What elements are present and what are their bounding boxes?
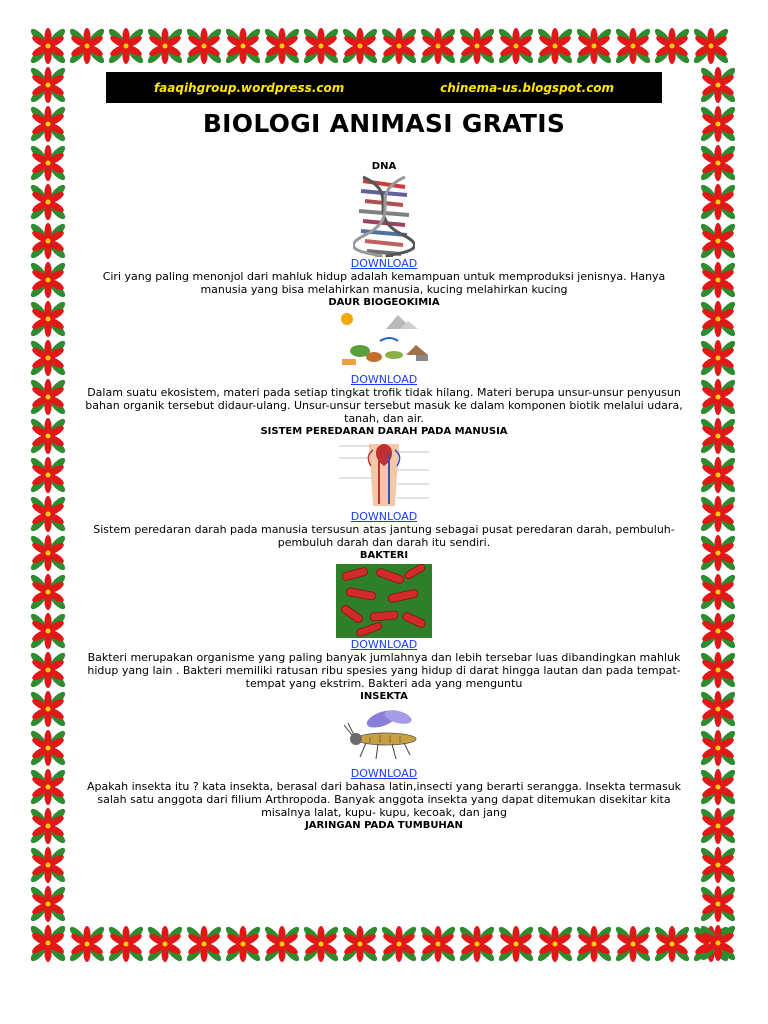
section-title: DNA: [371, 161, 397, 172]
insect-image: [336, 705, 432, 767]
poinsettia-flower-icon: [653, 27, 692, 66]
poinsettia-flower-icon: [29, 768, 68, 807]
poinsettia-flower-icon: [699, 261, 738, 300]
page-title: BIOLOGI ANIMASI GRATIS: [202, 109, 566, 138]
poinsettia-flower-icon: [29, 144, 68, 183]
poinsettia-flower-icon: [536, 925, 575, 964]
poinsettia-flower-icon: [699, 573, 738, 612]
section-title: JARINGAN PADA TUMBUHAN: [305, 820, 463, 831]
poinsettia-flower-icon: [419, 925, 458, 964]
poinsettia-flower-icon: [497, 27, 536, 66]
section-bakteri: [78, 549, 690, 690]
poinsettia-flower-icon: [699, 222, 738, 261]
poinsettia-flower-icon: [699, 807, 738, 846]
poinsettia-flower-icon: [29, 27, 68, 66]
poinsettia-flower-icon: [575, 925, 614, 964]
section-title: BAKTERI: [359, 550, 409, 561]
poinsettia-flower-icon: [29, 417, 68, 456]
poinsettia-flower-icon: [29, 534, 68, 573]
section-sistem-peredaran-darah: [78, 425, 690, 549]
circulatory-system-image: [335, 440, 433, 510]
section-description: Sistem peredaran darah pada manusia tersusun atas jantung sebagai pusat peredaran darah, pembuluh-pembuluh darah dan darah itu sendiri.: [93, 523, 675, 549]
page-content: [78, 72, 690, 832]
banner-left-site[interactable]: faaqihgroup.wordpress.com: [153, 80, 345, 95]
poinsettia-flower-icon: [224, 925, 263, 964]
poinsettia-flower-icon: [29, 456, 68, 495]
poinsettia-flower-icon: [263, 27, 302, 66]
poinsettia-flower-icon: [185, 27, 224, 66]
poinsettia-flower-icon: [29, 105, 68, 144]
poinsettia-flower-icon: [302, 925, 341, 964]
poinsettia-flower-icon: [419, 27, 458, 66]
poinsettia-flower-icon: [699, 378, 738, 417]
poinsettia-flower-icon: [575, 27, 614, 66]
section-title: INSEKTA: [360, 691, 408, 702]
poinsettia-flower-icon: [699, 885, 738, 924]
poinsettia-flower-icon: [224, 27, 263, 66]
section-jaringan-pada-tumbuhan: [78, 819, 690, 832]
poinsettia-flower-icon: [29, 300, 68, 339]
poinsettia-flower-icon: [29, 573, 68, 612]
poinsettia-flower-icon: [380, 925, 419, 964]
section-dna: [78, 160, 690, 296]
section-title: SISTEM PEREDARAN DARAH PADA MANUSIA: [260, 426, 508, 437]
poinsettia-flower-icon: [699, 768, 738, 807]
poinsettia-flower-icon: [146, 27, 185, 66]
poinsettia-flower-icon: [699, 183, 738, 222]
download-link-daur-biogeokimia[interactable]: DOWNLOAD: [350, 373, 418, 386]
poinsettia-flower-icon: [68, 925, 107, 964]
poinsettia-flower-icon: [29, 807, 68, 846]
poinsettia-flower-icon: [699, 105, 738, 144]
poinsettia-flower-icon: [699, 612, 738, 651]
section-description: Ciri yang paling menonjol dari mahluk hidup adalah kemampuan untuk memproduksi jenisnya. Hanya manusia yang bisa melahirkan manusia, kucing melahirkan kucing: [102, 270, 666, 296]
poinsettia-flower-icon: [146, 925, 185, 964]
bacteria-image: [336, 564, 432, 638]
download-link-dna[interactable]: DOWNLOAD: [350, 257, 418, 270]
poinsettia-flower-icon: [699, 729, 738, 768]
poinsettia-flower-icon: [29, 261, 68, 300]
poinsettia-flower-icon: [29, 612, 68, 651]
poinsettia-flower-icon: [692, 27, 731, 66]
poinsettia-flower-icon: [107, 925, 146, 964]
poinsettia-flower-icon: [29, 924, 68, 963]
poinsettia-flower-icon: [536, 27, 575, 66]
poinsettia-flower-icon: [614, 925, 653, 964]
poinsettia-flower-icon: [29, 651, 68, 690]
section-description: Apakah insekta itu ? kata insekta, berasal dari bahasa latin,insecti yang berarti serangga. Insekta termasuk salah satu anggota dari filium Arthropoda. Banyak anggota insekta yang dapat ditemukan disekitar kita misalnya lalat, kupu- kupu, kecoak, dan jang: [86, 780, 682, 819]
poinsettia-flower-icon: [497, 925, 536, 964]
poinsettia-flower-icon: [29, 183, 68, 222]
poinsettia-flower-icon: [68, 27, 107, 66]
poinsettia-flower-icon: [699, 690, 738, 729]
poinsettia-flower-icon: [302, 27, 341, 66]
poinsettia-flower-icon: [29, 495, 68, 534]
poinsettia-flower-icon: [29, 885, 68, 924]
download-link-bakteri[interactable]: DOWNLOAD: [350, 638, 418, 651]
poinsettia-flower-icon: [699, 651, 738, 690]
poinsettia-flower-icon: [699, 534, 738, 573]
poinsettia-flower-icon: [614, 27, 653, 66]
poinsettia-flower-icon: [29, 846, 68, 885]
poinsettia-flower-icon: [699, 495, 738, 534]
poinsettia-flower-icon: [107, 27, 146, 66]
download-link-sistem-peredaran-darah[interactable]: DOWNLOAD: [350, 510, 418, 523]
banner-right-site[interactable]: chinema-us.blogspot.com: [440, 80, 615, 95]
download-link-insekta[interactable]: DOWNLOAD: [350, 767, 418, 780]
poinsettia-flower-icon: [699, 66, 738, 105]
poinsettia-flower-icon: [458, 27, 497, 66]
poinsettia-flower-icon: [29, 339, 68, 378]
poinsettia-flower-icon: [699, 456, 738, 495]
section-description: Dalam suatu ekosistem, materi pada setiap tingkat trofik tidak hilang. Materi berupa unsur-unsur penyusun bahan organik tersebut didaur-ulang. Unsur-unsur tersebut masuk ke dalam komponen biotik melalui udara, tanah, dan air.: [85, 386, 683, 425]
section-description: Bakteri merupakan organisme yang paling banyak jumlahnya dan lebih tersebar luas dibandingkan mahluk hidup yang lain . Bakteri memiliki ratusan ribu spesies yang hidup di darat hingga lautan dan pada tempat-tempat yang ekstrim. Bakteri ada yang menguntu: [87, 651, 681, 690]
poinsettia-flower-icon: [699, 417, 738, 456]
poinsettia-flower-icon: [653, 925, 692, 964]
poinsettia-flower-icon: [341, 925, 380, 964]
poinsettia-flower-icon: [29, 729, 68, 768]
biogeochemical-cycle-image: [336, 311, 432, 373]
section-title: DAUR BIOGEOKIMIA: [328, 297, 440, 308]
poinsettia-flower-icon: [341, 27, 380, 66]
poinsettia-flower-icon: [699, 339, 738, 378]
poinsettia-flower-icon: [29, 66, 68, 105]
poinsettia-flower-icon: [29, 690, 68, 729]
poinsettia-flower-icon: [699, 144, 738, 183]
poinsettia-flower-icon: [29, 222, 68, 261]
poinsettia-flower-icon: [29, 378, 68, 417]
poinsettia-flower-icon: [263, 925, 302, 964]
poinsettia-flower-icon: [458, 925, 497, 964]
section-daur-biogeokimia: [78, 296, 690, 425]
poinsettia-flower-icon: [185, 925, 224, 964]
poinsettia-flower-icon: [699, 300, 738, 339]
poinsettia-flower-icon: [380, 27, 419, 66]
poinsettia-flower-icon: [699, 846, 738, 885]
section-insekta: [78, 690, 690, 819]
site-banner: [106, 72, 662, 103]
dna-image: [353, 175, 415, 257]
